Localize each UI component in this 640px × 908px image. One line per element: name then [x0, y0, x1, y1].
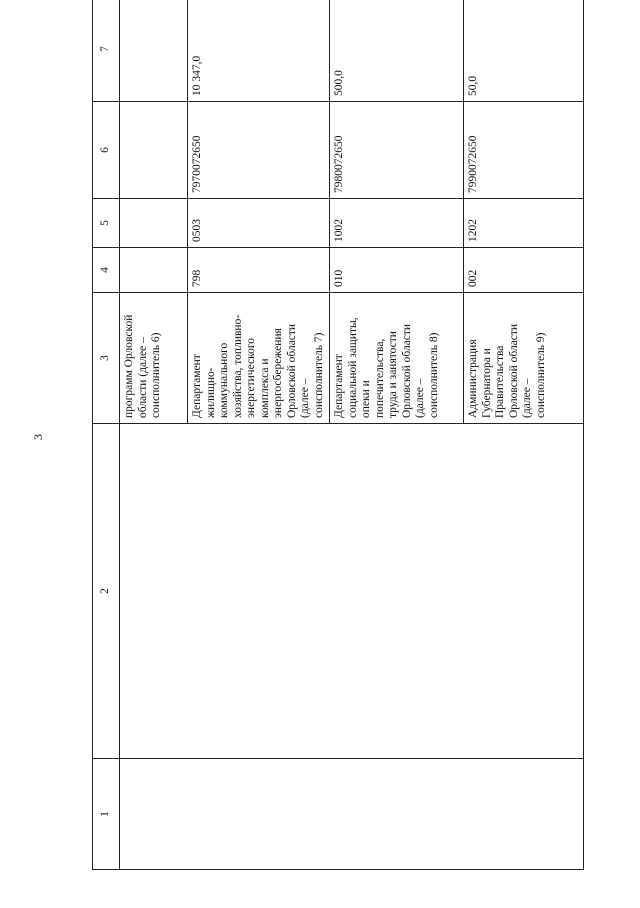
cell-code-4 — [120, 248, 188, 293]
budget-table — [92, 0, 584, 870]
header-col-5: 5 — [93, 199, 120, 248]
header-col-4: 4 — [93, 248, 120, 293]
cell-code-5: 0503 — [188, 199, 330, 248]
cell-code-5: 1202 — [464, 199, 584, 248]
rotated-table-wrapper — [92, 32, 580, 870]
page-number: 3 — [31, 434, 45, 440]
cell-code-5 — [120, 199, 188, 248]
cell-col-1 — [120, 759, 584, 870]
cell-code-6 — [120, 102, 188, 199]
table-row — [120, 0, 188, 870]
cell-executor: Департамент социальной защиты, опеки и попечительства, труда и занятости Орловской области (далее – соисполнитель 8) — [330, 293, 464, 424]
cell-code-6: 7970072650 — [188, 102, 330, 199]
cell-amount: 50,0 — [464, 0, 584, 102]
table-header-row — [93, 0, 120, 870]
header-col-6: 6 — [93, 102, 120, 199]
header-col-2: 2 — [93, 424, 120, 759]
cell-executor: Администрация Губернатора и Правительства Орловской области (далее – соисполнитель 9) — [464, 293, 584, 424]
cell-amount: 10 347,0 — [188, 0, 330, 102]
cell-col-2 — [120, 424, 584, 759]
cell-code-4: 010 — [330, 248, 464, 293]
cell-executor: Департамент жилищно- коммунального хозяйства, топливно- энергетического комплекса и энергосбережения Орловской области (далее – соисполнитель 7) — [188, 293, 330, 424]
header-col-1: 1 — [93, 759, 120, 870]
cell-amount: 500,0 — [330, 0, 464, 102]
header-col-3: 3 — [93, 293, 120, 424]
cell-amount — [120, 0, 188, 102]
cell-code-4: 002 — [464, 248, 584, 293]
cell-code-5: 1002 — [330, 199, 464, 248]
cell-code-4: 798 — [188, 248, 330, 293]
cell-executor: программ Орловской области (далее – соисполнитель 6) — [120, 293, 188, 424]
cell-code-6: 7990072650 — [464, 102, 584, 199]
header-col-7: 7 — [93, 0, 120, 102]
cell-code-6: 7980072650 — [330, 102, 464, 199]
